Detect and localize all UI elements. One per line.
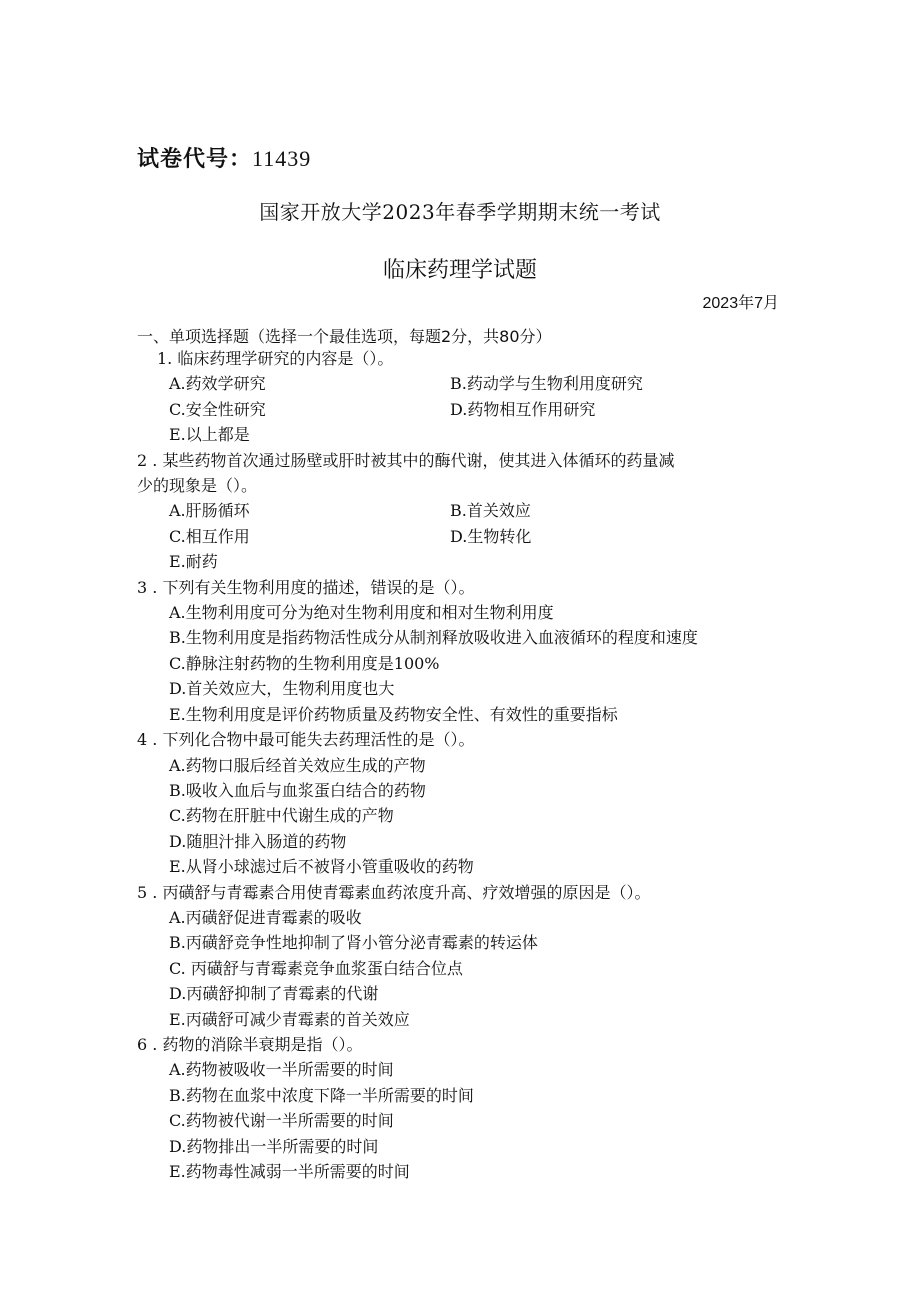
- option-a: A.丙磺舒促进青霉素的吸收: [169, 907, 362, 927]
- question-stem: 4 . 下列化合物中最可能失去药理活性的是（）。: [137, 730, 475, 750]
- question-5: [137, 880, 797, 1032]
- section-heading: 一、单项选择题（选择一个最佳选项，每题2分，共80分）: [137, 327, 552, 346]
- option-c: C.静脉注射药物的生物利用度是100%: [169, 653, 440, 673]
- option-e: E.耐药: [169, 552, 218, 572]
- option-e: E.以上都是: [169, 425, 250, 445]
- question-2: [137, 448, 797, 575]
- option-b: B.生物利用度是指药物活性成分从制剂释放吸收进入血液循环的程度和速度: [169, 628, 698, 648]
- question-3: [137, 575, 797, 727]
- exam-code: [137, 142, 311, 173]
- option-list: [137, 1057, 797, 1184]
- option-b: B.丙磺舒竞争性地抑制了肾小管分泌青霉素的转运体: [169, 933, 538, 953]
- option-b: B.首关效应: [450, 501, 531, 521]
- option-list: [137, 600, 797, 727]
- option-a: A.药物被吸收一半所需要的时间: [169, 1060, 394, 1080]
- exam-subject-title: 临床药理学试题: [382, 258, 537, 283]
- option-e: E.生物利用度是评价药物质量及药物安全性、有效性的重要指标: [169, 704, 618, 724]
- exam-date: 2023年7月: [702, 295, 779, 312]
- question-4: [137, 727, 797, 879]
- option-list: [137, 371, 797, 447]
- option-c: C.相互作用: [169, 526, 250, 546]
- question-stem-line-2: 少的现象是（）。: [137, 476, 258, 496]
- exam-code-number: 11439: [252, 146, 312, 171]
- option-list: [137, 498, 797, 574]
- option-a: A.生物利用度可分为绝对生物利用度和相对生物利用度: [169, 603, 554, 623]
- question-stem-line-1: 2 . 某些药物首次通过肠壁或肝时被其中的酶代谢，使其进入体循环的药量减: [137, 450, 675, 470]
- question-stem: 1. 临床药理学研究的内容是（）。: [157, 349, 394, 368]
- option-list: [137, 753, 797, 880]
- option-b: B.药物在血浆中浓度下降一半所需要的时间: [169, 1085, 474, 1105]
- option-d: D.丙磺舒抑制了青霉素的代谢: [169, 984, 379, 1004]
- option-c: C.药物在肝脏中代谢生成的产物: [169, 806, 394, 826]
- option-b: B.吸收入血后与血浆蛋白结合的药物: [169, 780, 426, 800]
- option-b: B.药动学与生物利用度研究: [450, 374, 643, 394]
- option-e: E.丙磺舒可减少青霉素的首关效应: [169, 1009, 410, 1029]
- question-1: [137, 346, 797, 448]
- option-a: A.肝肠循环: [169, 501, 250, 521]
- option-c: C. 丙磺舒与青霉素竞争血浆蛋白结合位点: [169, 958, 463, 978]
- option-d: D.药物相互作用研究: [450, 399, 596, 419]
- option-e: E.药物毒性减弱一半所需要的时间: [169, 1162, 410, 1181]
- option-list: [137, 905, 797, 1032]
- question-stem: 6 . 药物的消除半衰期是指（）。: [137, 1034, 363, 1054]
- option-c: C.药物被代谢一半所需要的时间: [169, 1111, 394, 1131]
- question-stem: 5 . 丙磺舒与青霉素合用使青霉素血药浓度升高、疗效增强的原因是（）。: [137, 882, 651, 902]
- question-6: [137, 1032, 797, 1184]
- option-a: A.药效学研究: [169, 374, 266, 394]
- option-d: D.首关效应大，生物利用度也大: [169, 679, 395, 699]
- option-d: D.药物排出一半所需要的时间: [169, 1136, 379, 1156]
- option-d: D.生物转化: [450, 526, 532, 546]
- option-d: D.随胆汁排入肠道的药物: [169, 831, 347, 851]
- question-list: [137, 346, 797, 1184]
- option-a: A.药物口服后经首关效应生成的产物: [169, 755, 426, 775]
- question-stem: 3 . 下列有关生物利用度的描述，错误的是（）。: [137, 577, 475, 597]
- exam-code-label: 试卷代号：: [137, 147, 253, 172]
- option-c: C.安全性研究: [169, 399, 266, 419]
- option-e: E.从肾小球滤过后不被肾小管重吸收的药物: [169, 857, 474, 877]
- exam-institution-title: 国家开放大学2023年春季学期期末统一考试: [259, 200, 661, 224]
